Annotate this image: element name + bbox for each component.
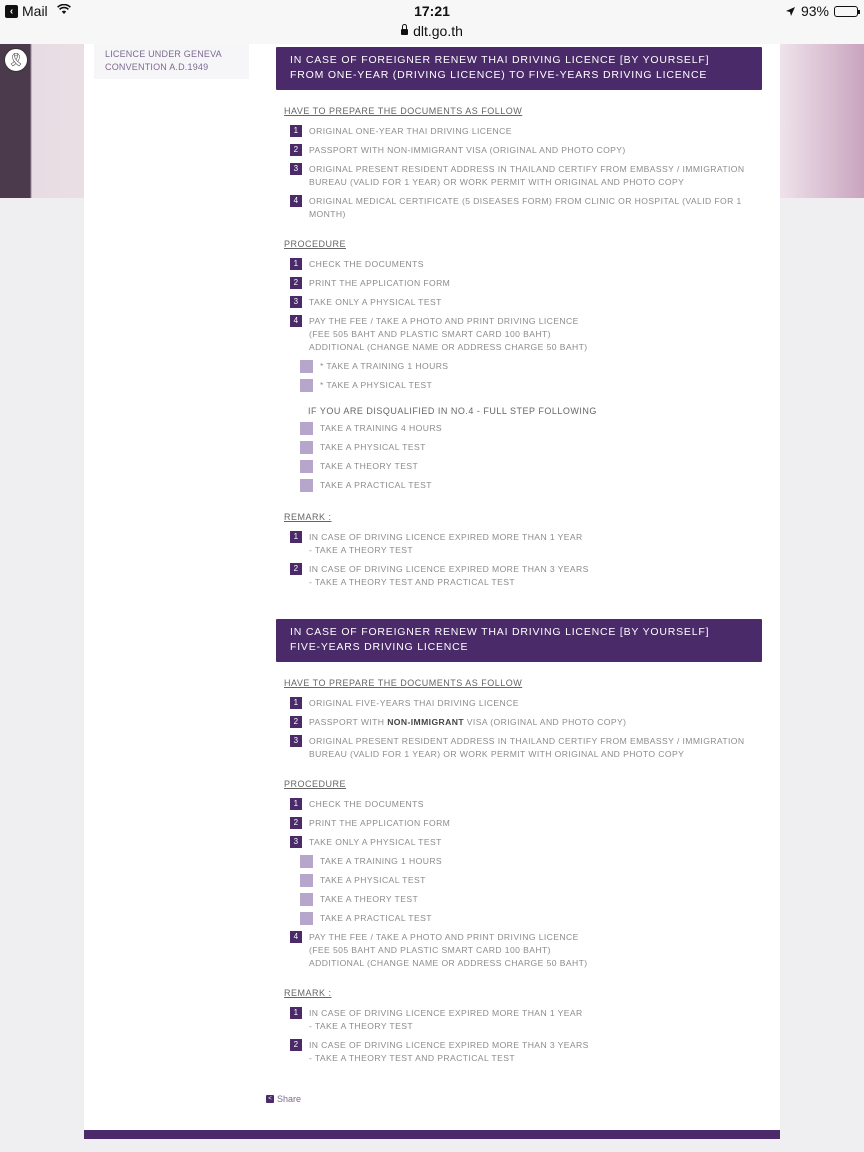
item-line: PAY THE FEE / TAKE A PHOTO AND PRINT DRIVING LICENCE	[309, 316, 579, 326]
section1-title	[276, 47, 762, 90]
section2-title	[276, 619, 762, 662]
list-item	[290, 315, 762, 354]
section2-procedure-list-cont	[276, 931, 762, 970]
list-item	[290, 258, 762, 271]
number-badge: 4	[290, 931, 302, 943]
section2-docs-list	[276, 697, 762, 761]
list-item	[290, 798, 762, 811]
list-item	[290, 195, 762, 221]
list-item	[290, 836, 762, 849]
item-line: (FEE 505 BAHT AND PLASTIC SMART CARD 100 BAHT)	[309, 329, 551, 339]
list-item	[300, 479, 762, 492]
item-line: ADDITIONAL (CHANGE NAME OR ADDRESS CHARGE 50 BAHT)	[309, 958, 588, 968]
item-text	[309, 931, 588, 970]
square-bullet	[300, 360, 313, 373]
list-item	[290, 697, 762, 710]
list-item	[300, 855, 762, 868]
item-text	[309, 163, 745, 189]
section2-title-line1: IN CASE OF FOREIGNER RENEW THAI DRIVING LICENCE [BY YOURSELF]	[290, 626, 710, 638]
item-line: BUREAU (VALID FOR 1 YEAR) OR WORK PERMIT WITH ORIGINAL AND PHOTO COPY	[309, 177, 685, 187]
section1-remark-heading: REMARK :	[284, 512, 332, 522]
list-item	[300, 874, 762, 887]
item-line: IN CASE OF DRIVING LICENCE EXPIRED MORE THAN 3 YEARS	[309, 564, 589, 574]
item-text: PRINT THE APPLICATION FORM	[309, 278, 451, 288]
item-line: - TAKE A THEORY TEST AND PRACTICAL TEST	[309, 577, 515, 587]
item-line: IN CASE OF DRIVING LICENCE EXPIRED MORE THAN 1 YEAR	[309, 532, 583, 542]
item-text-post: VISA (ORIGINAL AND PHOTO COPY)	[464, 717, 627, 727]
item-text: ORIGINAL MEDICAL CERTIFICATE (5 DISEASES FORM) FROM CLINIC OR HOSPITAL (VALID FOR 1 MONTH)	[309, 196, 742, 219]
url-bar[interactable]	[0, 22, 864, 45]
back-app-label: Mail	[22, 3, 48, 19]
item-text: ORIGINAL FIVE-YEARS THAI DRIVING LICENCE	[309, 698, 519, 708]
section1-procedure-list	[276, 258, 762, 354]
item-text: PASSPORT WITH NON-IMMIGRANT VISA (ORIGINAL AND PHOTO COPY)	[309, 145, 626, 155]
item-text	[309, 1039, 589, 1065]
main-content	[276, 47, 762, 1071]
list-item	[290, 817, 762, 830]
list-item	[290, 1039, 762, 1065]
section2-sub-list	[276, 855, 762, 925]
item-text-pre: PASSPORT WITH	[309, 717, 388, 727]
number-badge: 3	[290, 296, 302, 308]
section1-sub-list	[276, 360, 762, 392]
square-bullet	[300, 912, 313, 925]
item-text	[309, 735, 745, 761]
section1-title-line2: FROM ONE-YEAR (DRIVING LICENCE) TO FIVE-YEARS DRIVING LICENCE	[290, 69, 708, 81]
square-bullet	[300, 441, 313, 454]
item-text-bold: NON-IMMIGRANT	[387, 717, 464, 727]
item-text	[309, 563, 589, 589]
lock-icon	[401, 29, 408, 35]
section1-title-line1: IN CASE OF FOREIGNER RENEW THAI DRIVING LICENCE [BY YOURSELF]	[290, 54, 710, 66]
disqualified-heading: IF YOU ARE DISQUALIFIED IN NO.4 - FULL STEP FOLLOWING	[308, 406, 597, 416]
url-text: dlt.go.th	[413, 23, 463, 39]
item-text: TAKE A PHYSICAL TEST	[320, 442, 426, 452]
item-text: PRINT THE APPLICATION FORM	[309, 818, 451, 828]
square-bullet	[300, 874, 313, 887]
section2-procedure-heading: PROCEDURE	[284, 779, 347, 789]
item-line: (FEE 505 BAHT AND PLASTIC SMART CARD 100 BAHT)	[309, 945, 551, 955]
list-item	[290, 296, 762, 309]
item-line: ADDITIONAL (CHANGE NAME OR ADDRESS CHARGE 50 BAHT)	[309, 342, 588, 352]
number-badge: 3	[290, 735, 302, 747]
footer-bar	[84, 1130, 780, 1139]
item-line: BUREAU (VALID FOR 1 YEAR) OR WORK PERMIT WITH ORIGINAL AND PHOTO COPY	[309, 749, 685, 759]
item-line: ORIGINAL PRESENT RESIDENT ADDRESS IN THAILAND CERTIFY FROM EMBASSY / IMMIGRATION	[309, 164, 745, 174]
section1-remarks-list	[276, 531, 762, 589]
number-badge: 4	[290, 195, 302, 207]
number-badge: 4	[290, 315, 302, 327]
sidebar-item-line1: LICENCE UNDER GENEVA	[105, 49, 222, 59]
list-item	[290, 531, 762, 557]
number-badge: 2	[290, 1039, 302, 1051]
number-badge: 1	[290, 798, 302, 810]
status-right	[785, 3, 858, 19]
item-text	[309, 315, 588, 354]
item-text: TAKE A THEORY TEST	[320, 894, 419, 904]
battery-percent: 93%	[800, 3, 829, 19]
number-badge: 1	[290, 1007, 302, 1019]
section1-disqualified-list	[276, 422, 762, 492]
list-item	[290, 716, 762, 729]
item-line: IN CASE OF DRIVING LICENCE EXPIRED MORE THAN 3 YEARS	[309, 1040, 589, 1050]
item-text: TAKE ONLY A PHYSICAL TEST	[309, 837, 442, 847]
item-text	[309, 716, 626, 729]
battery-icon	[834, 6, 858, 17]
list-item	[290, 277, 762, 290]
clock: 17:21	[414, 3, 450, 19]
section2-title-line2: FIVE-YEARS DRIVING LICENCE	[290, 641, 469, 653]
chevron-left-icon: ‹	[5, 5, 18, 18]
number-badge: 3	[290, 836, 302, 848]
list-item	[300, 422, 762, 435]
square-bullet	[300, 460, 313, 473]
section1-docs-list	[276, 125, 762, 221]
item-text: TAKE A TRAINING 1 HOURS	[320, 856, 443, 866]
number-badge: 2	[290, 563, 302, 575]
list-item	[300, 360, 762, 373]
mourning-ribbon-icon: 🎗	[4, 48, 28, 72]
item-text: * TAKE A TRAINING 1 HOURS	[320, 361, 449, 371]
list-item	[290, 1007, 762, 1033]
list-item	[290, 931, 762, 970]
section2-remark-heading: REMARK :	[284, 988, 332, 998]
list-item	[290, 144, 762, 157]
number-badge: 1	[290, 531, 302, 543]
item-text: TAKE A PRACTICAL TEST	[320, 480, 432, 490]
list-item	[300, 460, 762, 473]
number-badge: 1	[290, 258, 302, 270]
item-text: ORIGINAL ONE-YEAR THAI DRIVING LICENCE	[309, 126, 512, 136]
square-bullet	[300, 855, 313, 868]
number-badge: 1	[290, 697, 302, 709]
list-item	[300, 912, 762, 925]
section1-procedure-heading: PROCEDURE	[284, 239, 347, 249]
list-item	[300, 441, 762, 454]
section2-docs-heading: HAVE TO PREPARE THE DOCUMENTS AS FOLLOW	[284, 678, 523, 688]
number-badge: 2	[290, 817, 302, 829]
list-item	[300, 893, 762, 906]
number-badge: 1	[290, 125, 302, 137]
item-text: CHECK THE DOCUMENTS	[309, 259, 424, 269]
location-arrow-icon	[785, 6, 796, 17]
item-line: PAY THE FEE / TAKE A PHOTO AND PRINT DRIVING LICENCE	[309, 932, 579, 942]
section1-docs-heading: HAVE TO PREPARE THE DOCUMENTS AS FOLLOW	[284, 106, 523, 116]
item-text: * TAKE A PHYSICAL TEST	[320, 380, 433, 390]
item-text: TAKE A PHYSICAL TEST	[320, 875, 426, 885]
item-line: IN CASE OF DRIVING LICENCE EXPIRED MORE THAN 1 YEAR	[309, 1008, 583, 1018]
square-bullet	[300, 422, 313, 435]
list-item	[290, 163, 762, 189]
status-bar	[0, 0, 864, 22]
list-item	[290, 735, 762, 761]
number-badge: 3	[290, 163, 302, 175]
sidebar-active-item[interactable]	[94, 44, 249, 79]
item-line: - TAKE A THEORY TEST	[309, 1021, 413, 1031]
square-bullet	[300, 893, 313, 906]
item-line: - TAKE A THEORY TEST AND PRACTICAL TEST	[309, 1053, 515, 1063]
list-item	[290, 563, 762, 589]
section2-procedure-list	[276, 798, 762, 849]
section2-remarks-list	[276, 1007, 762, 1065]
item-text: TAKE A PRACTICAL TEST	[320, 913, 432, 923]
item-text	[309, 1007, 583, 1033]
list-item	[290, 125, 762, 138]
list-item	[300, 379, 762, 392]
item-text: TAKE A THEORY TEST	[320, 461, 419, 471]
item-text	[309, 531, 583, 557]
share-icon: <	[266, 1095, 274, 1103]
number-badge: 2	[290, 144, 302, 156]
number-badge: 2	[290, 716, 302, 728]
share-button[interactable]	[266, 1094, 301, 1104]
sidebar-item-line2: CONVENTION A.D.1949	[105, 62, 209, 72]
number-badge: 2	[290, 277, 302, 289]
item-line: - TAKE A THEORY TEST	[309, 545, 413, 555]
share-label: Share	[277, 1094, 302, 1104]
square-bullet	[300, 479, 313, 492]
item-text: TAKE A TRAINING 4 HOURS	[320, 423, 443, 433]
item-text: CHECK THE DOCUMENTS	[309, 799, 424, 809]
square-bullet	[300, 379, 313, 392]
item-line: ORIGINAL PRESENT RESIDENT ADDRESS IN THAILAND CERTIFY FROM EMBASSY / IMMIGRATION	[309, 736, 745, 746]
item-text: TAKE ONLY A PHYSICAL TEST	[309, 297, 442, 307]
